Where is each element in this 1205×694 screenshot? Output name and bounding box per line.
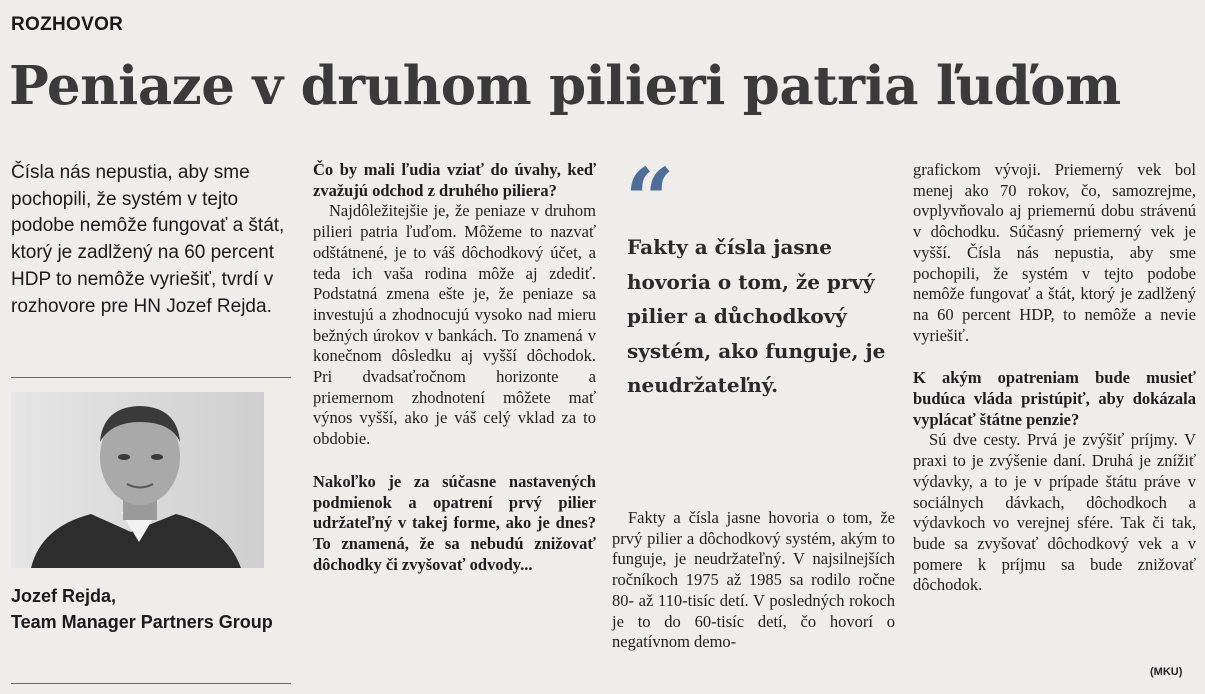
author-signature: (MKU) (1150, 666, 1183, 678)
question-2: Nakoľko je za súčasne nastavených podmienok a opatrení prvý pilier udržateľný v takej forme, ako je dnes? To znamená, že sa nebudú znižovať dôchodky či zvyšovať odvody... (313, 471, 596, 574)
caption-role: Team Manager Partners Group (11, 612, 273, 632)
answer-2: Fakty a čísla jasne hovoria o tom, že prvý pilier a dôchodkový systém, akým to funguje, je neudržateľný. V najsilnejších ročníkoch 1975 až 1985 sa rodilo ročne 80- až 110-tisíc detí. V posledných rokoch je to do 60-tisíc detí, čo hovorí o negatívnom demo- (612, 508, 895, 652)
column-3 (913, 160, 1196, 596)
lead-paragraph: Čísla nás nepustia, aby sme pochopili, že systém v tejto podobe nemôže fungovať a štát, ktorý je zadlžený na 60 percent HDP to nemôže vyriešiť, tvrdí v rozhovore pre HN Jozef Rejda. (11, 162, 285, 317)
section-label: ROZHOVOR (11, 14, 124, 35)
answer-3: Sú dve cesty. Prvá je zvýšiť príjmy. V praxi to je zvýšenie daní. Druhá je znížiť výdavky, a to je v prípade štátu práve v sociálnych dávkach, dôchodkoch a výdavkoch vo verejnej sfére. Tak či tak, bude sa zvyšovať dôchodkový vek a v pomere k príjmu sa bude znižovať dôchodok. (913, 430, 1196, 595)
portrait-photo (11, 392, 264, 568)
answer-1: Najdôležitejšie je, že peniaze v druhom pilieri patria ľuďom. Môžeme to nazvať odštátnené, je to váš dôchodkový účet, a teda ich vaša rodina môže aj zdediť. Podstatná zmena ešte je, že peniaze sa investujú a zhodnocujú vysoko nad mieru bežných úrokov v bankách. To znamená v konečnom dôsledku aj vyšší dôchodok. Pri dvadsaťročnom horizonte a priemernom zhodnotení môžete mať výnos vyšší, ako je váš celý vklad za to obdobie. (313, 201, 596, 449)
photo-caption (11, 583, 291, 635)
pull-quote: Fakty a čísla jasne hovoria o tom, že prvý pilier a důchodkový systém, ako funguje, je neudržateľný. (627, 235, 886, 397)
headline: Peniaze v druhom pilieri patria ľuďom (9, 55, 1121, 117)
question-3: K akým opatreniam bude musieť budúca vláda pristúpiť, aby dokázala vyplácať štátne penzie? (913, 368, 1196, 429)
column-2 (612, 508, 895, 653)
answer-2-continued: grafickom vývoji. Priemerný vek bol menej ako 70 rokov, čo, samozrejme, ovplyvňovalo aj priemernú dobu strávenú v dôchodku. Súčasný priemerný vek je vyšší. Čísla nás nepustia, aby sme pochopili, že systém v tejto podobe nemôže fungovať a štát, ktorý je zadlžený na 60 percent HDP, to nemôže a nevie vyriešiť. (913, 160, 1196, 345)
quote-mark-icon: “ (625, 150, 675, 251)
caption-name: Jozef Rejda, (11, 586, 117, 606)
divider (11, 377, 291, 378)
divider (11, 683, 291, 684)
question-1: Čo by mali ľudia vziať do úvahy, keď zvažujú odchod z druhého piliera? (313, 160, 596, 200)
column-1 (313, 160, 596, 575)
